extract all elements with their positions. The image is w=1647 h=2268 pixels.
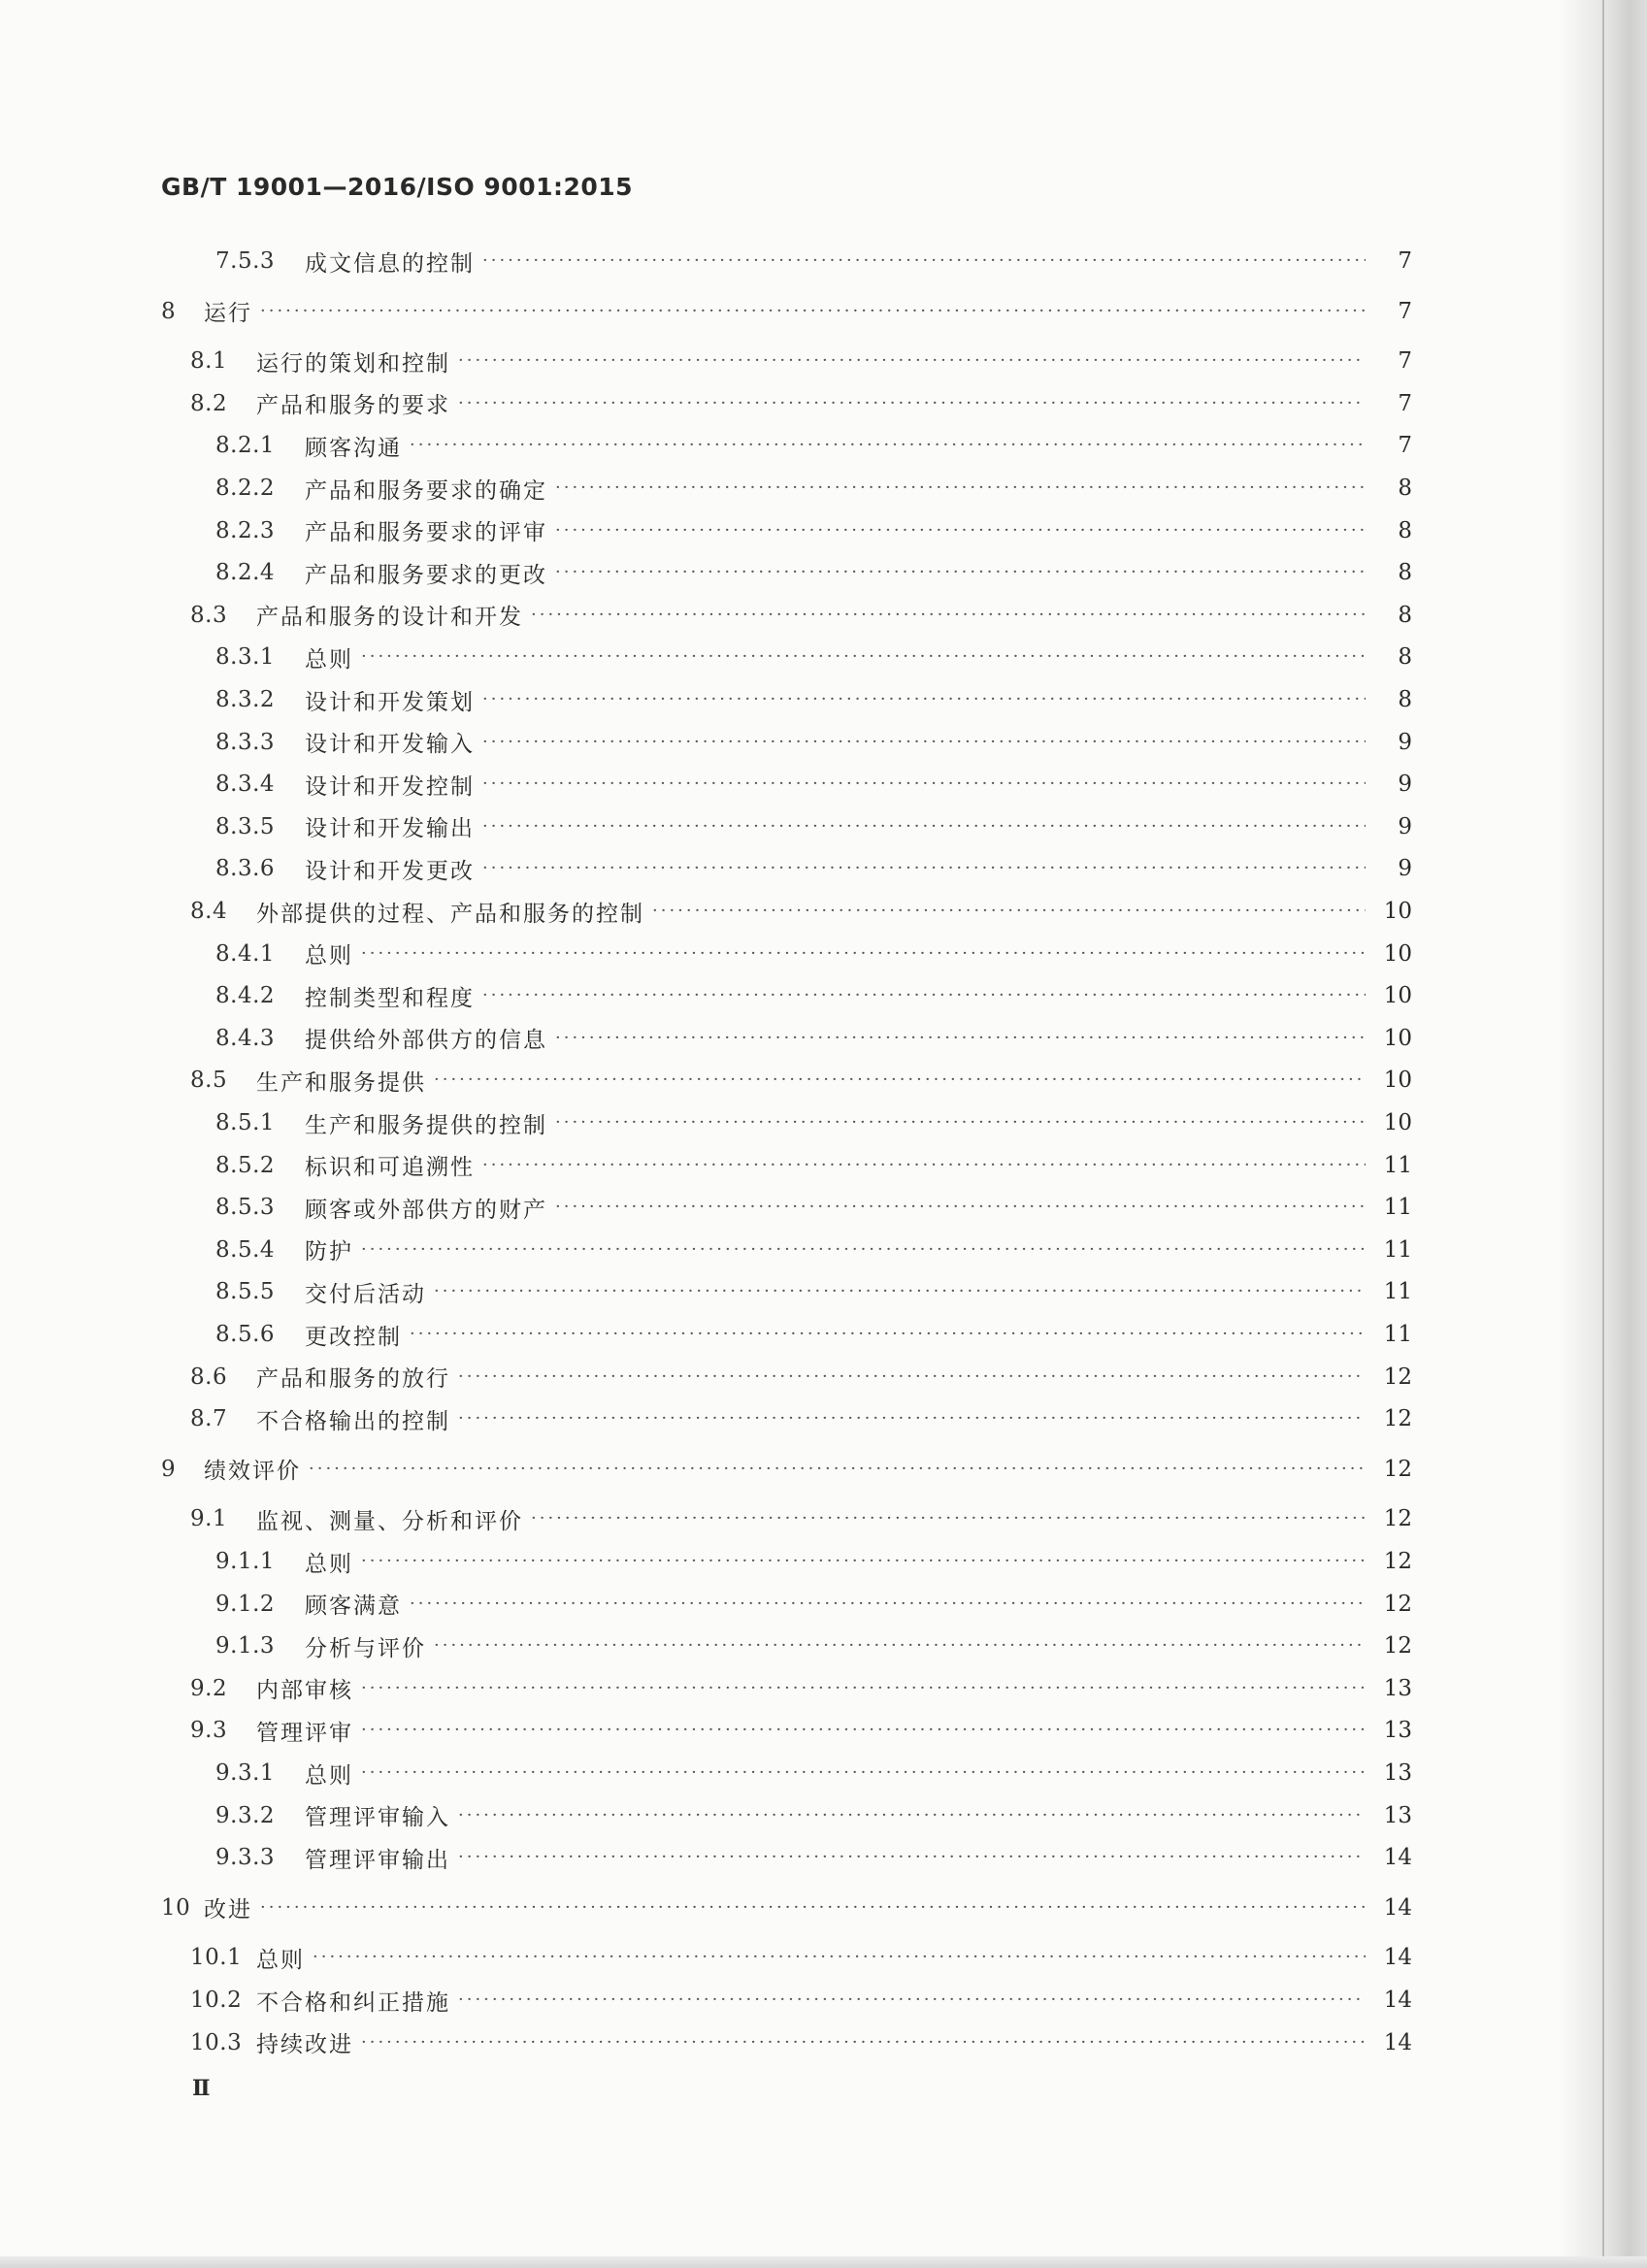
toc-leader-dots <box>482 978 1366 1013</box>
toc-leader-dots <box>434 1628 1366 1663</box>
toc-leader-dots <box>555 1190 1366 1225</box>
toc-entry-page: 11 <box>1383 1195 1412 1221</box>
toc-entry-page: 13 <box>1383 1675 1412 1701</box>
toc-entry-title: 设计和开发输出 <box>305 816 475 842</box>
toc-entry-title: 运行 <box>204 301 252 327</box>
toc-leader-dots <box>410 1587 1366 1622</box>
toc-entry[interactable] <box>161 1890 1412 1925</box>
toc-entry-title: 产品和服务要求的评审 <box>305 520 547 546</box>
toc-leader-dots <box>458 1360 1366 1395</box>
toc-entry-title: 交付后活动 <box>305 1281 426 1307</box>
toc-entry-title: 不合格输出的控制 <box>256 1408 450 1434</box>
toc-entry[interactable] <box>190 1360 1412 1395</box>
toc-entry-number: 8.5.5 <box>215 1279 276 1305</box>
toc-entry[interactable] <box>215 1190 1412 1225</box>
toc-entry-number: 8.3.2 <box>215 687 276 712</box>
toc-entry[interactable] <box>190 1063 1412 1098</box>
toc-entry-title: 管理评审输入 <box>305 1805 450 1831</box>
toc-entry-title: 外部提供的过程、产品和服务的控制 <box>256 901 644 927</box>
toc-entry-title: 产品和服务要求的更改 <box>305 562 547 588</box>
toc-entry-page: 8 <box>1398 517 1412 543</box>
toc-leader-dots <box>361 1713 1366 1748</box>
toc-entry-title: 内部审核 <box>256 1678 353 1704</box>
toc-entry-title: 产品和服务的设计和开发 <box>256 605 523 631</box>
toc-entry-page: 11 <box>1383 1322 1412 1347</box>
toc-entry-number: 9.3.1 <box>215 1760 276 1786</box>
toc-entry-title: 成文信息的控制 <box>305 250 475 277</box>
toc-entry-number: 9.1.3 <box>215 1633 276 1660</box>
toc-entry-number: 8.4 <box>190 899 228 924</box>
toc-entry-number: 7.5.3 <box>215 248 276 274</box>
toc-entry-title: 设计和开发策划 <box>305 689 475 715</box>
toc-leader-dots <box>458 1798 1366 1833</box>
toc-entry-title: 持续改进 <box>256 2032 353 2058</box>
toc-entry-page: 9 <box>1398 813 1412 839</box>
toc-entry-page: 14 <box>1383 2029 1412 2055</box>
toc-entry[interactable] <box>215 1274 1412 1309</box>
toc-entry-page: 7 <box>1398 248 1412 274</box>
toc-entry-title: 不合格和纠正措施 <box>256 1989 450 2016</box>
toc-entry-number: 9.3.2 <box>215 1802 276 1828</box>
toc-entry[interactable] <box>190 1401 1412 1436</box>
toc-entry-title: 总则 <box>305 1551 353 1577</box>
toc-entry-page: 10 <box>1383 1025 1412 1051</box>
toc-leader-dots <box>458 386 1366 421</box>
toc-entry-title: 总则 <box>256 1947 305 1973</box>
toc-entry-title: 改进 <box>204 1897 252 1923</box>
toc-entry[interactable] <box>215 244 1412 279</box>
toc-leader-dots <box>458 1983 1366 2018</box>
toc-entry-title: 监视、测量、分析和评价 <box>256 1508 523 1534</box>
toc-entry[interactable] <box>190 2025 1412 2060</box>
toc-entry-title: 管理评审 <box>256 1720 353 1746</box>
toc-entry-title: 顾客满意 <box>305 1594 402 1620</box>
toc-entry-page: 10 <box>1383 899 1412 924</box>
toc-entry-number: 8.3.5 <box>215 813 276 839</box>
toc-entry[interactable] <box>215 1798 1412 1833</box>
toc-entry-title: 标识和可追溯性 <box>305 1155 475 1181</box>
toc-entry-page: 12 <box>1383 1549 1412 1574</box>
toc-leader-dots <box>410 428 1366 463</box>
toc-leader-dots <box>652 894 1366 929</box>
toc-entry-number: 8.2.4 <box>215 560 276 586</box>
toc-leader-dots <box>260 294 1366 329</box>
page-number-marker: Ⅱ <box>192 2076 211 2101</box>
toc-entry[interactable] <box>215 1840 1412 1875</box>
toc-entry-title: 设计和开发输入 <box>305 732 475 758</box>
toc-entry-page: 12 <box>1383 1591 1412 1617</box>
toc-leader-dots <box>434 1274 1366 1309</box>
toc-leader-dots <box>458 1401 1366 1436</box>
toc-leader-dots <box>482 682 1366 717</box>
toc-entry-number: 8 <box>161 298 177 324</box>
toc-entry[interactable] <box>190 894 1412 929</box>
toc-entry-number: 9.1.1 <box>215 1549 276 1574</box>
toc-entry-page: 8 <box>1398 687 1412 712</box>
toc-leader-dots <box>458 344 1366 378</box>
toc-leader-dots <box>555 1105 1366 1140</box>
toc-leader-dots <box>361 2025 1366 2060</box>
toc-leader-dots <box>361 1756 1366 1791</box>
toc-leader-dots <box>482 244 1366 279</box>
toc-entry-title: 防护 <box>305 1239 353 1265</box>
toc-entry-page: 14 <box>1383 1894 1412 1921</box>
toc-entry-number: 8.2.2 <box>215 476 276 501</box>
toc-entry-title: 分析与评价 <box>305 1635 426 1661</box>
toc-leader-dots <box>482 851 1366 886</box>
toc-entry-number: 9.1 <box>190 1506 228 1532</box>
toc-leader-dots <box>555 471 1366 506</box>
toc-leader-dots <box>410 1317 1366 1352</box>
toc-entry-page: 13 <box>1383 1718 1412 1744</box>
toc-entry-page: 9 <box>1398 856 1412 882</box>
toc-entry[interactable] <box>215 937 1412 971</box>
toc-entry[interactable] <box>190 386 1412 421</box>
toc-entry-number: 8.7 <box>190 1406 228 1432</box>
toc-entry-number: 10.1 <box>190 1945 243 1971</box>
toc-leader-dots <box>458 1840 1366 1875</box>
toc-entry-title: 顾客或外部供方的财产 <box>305 1197 547 1223</box>
toc-leader-dots <box>361 1671 1366 1706</box>
toc-entry-title: 绩效评价 <box>204 1459 301 1485</box>
toc-entry[interactable] <box>215 1233 1412 1267</box>
toc-entry-number: 8.3.1 <box>215 644 276 671</box>
toc-entry[interactable] <box>215 682 1412 717</box>
toc-entry[interactable] <box>190 1501 1412 1536</box>
toc-entry-number: 8.4.3 <box>215 1025 276 1051</box>
toc-entry[interactable] <box>215 1628 1412 1663</box>
toc-entry[interactable] <box>215 471 1412 506</box>
toc-leader-dots <box>361 640 1366 674</box>
toc-entry[interactable] <box>215 809 1412 844</box>
toc-leader-dots <box>482 767 1366 802</box>
toc-entry[interactable] <box>190 1940 1412 1975</box>
toc-leader-dots <box>361 937 1366 971</box>
toc-entry-number: 8.2.3 <box>215 517 276 543</box>
toc-entry-number: 8.3.6 <box>215 856 276 882</box>
toc-entry[interactable] <box>161 294 1412 329</box>
toc-entry[interactable] <box>215 1317 1412 1352</box>
toc-entry-number: 8.5.2 <box>215 1152 276 1178</box>
toc-entry-page: 10 <box>1383 1110 1412 1135</box>
toc-entry-number: 8.5.6 <box>215 1322 276 1347</box>
toc-entry-title: 总则 <box>305 943 353 970</box>
toc-entry-title: 管理评审输出 <box>305 1847 450 1873</box>
toc-entry-title: 生产和服务提供的控制 <box>305 1112 547 1138</box>
toc-entry-number: 10.2 <box>190 1988 243 2013</box>
toc-entry-title: 总则 <box>305 646 353 673</box>
toc-entry[interactable] <box>190 1671 1412 1706</box>
toc-entry-number: 8.3.4 <box>215 772 276 798</box>
toc-entry-title: 提供给外部供方的信息 <box>305 1028 547 1054</box>
toc-entry-number: 9.1.2 <box>215 1591 276 1617</box>
toc-entry-page: 14 <box>1383 1988 1412 2013</box>
toc-entry[interactable] <box>161 1452 1412 1487</box>
toc-leader-dots <box>361 1544 1366 1579</box>
toc-entry-page: 11 <box>1383 1279 1412 1305</box>
document-header: GB/T 19001—2016/ISO 9001:2015 <box>161 173 634 201</box>
toc-leader-dots <box>531 598 1366 633</box>
toc-entry-title: 顾客沟通 <box>305 435 402 461</box>
toc-entry-number: 9 <box>161 1456 177 1482</box>
toc-leader-dots <box>309 1452 1366 1487</box>
toc-entry-number: 9.2 <box>190 1675 228 1701</box>
toc-entry-number: 8.2.1 <box>215 433 276 459</box>
toc-entry-number: 8.6 <box>190 1364 228 1390</box>
toc-entry[interactable] <box>215 1148 1412 1183</box>
toc-entry-number: 8.4.1 <box>215 940 276 967</box>
toc-entry-page: 12 <box>1383 1364 1412 1390</box>
toc-entry-title: 产品和服务的要求 <box>256 393 450 419</box>
toc-entry[interactable] <box>190 1713 1412 1748</box>
toc-entry-page: 11 <box>1383 1152 1412 1178</box>
toc-entry-number: 8.5.1 <box>215 1110 276 1135</box>
toc-entry-page: 7 <box>1398 348 1412 375</box>
toc-entry-title: 产品和服务要求的确定 <box>305 477 547 504</box>
toc-entry[interactable] <box>190 344 1412 378</box>
toc-leader-dots <box>531 1501 1366 1536</box>
toc-leader-dots <box>555 1021 1366 1056</box>
toc-entry-title: 运行的策划和控制 <box>256 350 450 377</box>
toc-entry-number: 10 <box>161 1894 191 1921</box>
toc-entry-page: 7 <box>1398 390 1412 416</box>
toc-entry[interactable] <box>215 1105 1412 1140</box>
toc-entry-number: 10.3 <box>190 2029 243 2055</box>
toc-entry[interactable] <box>215 428 1412 463</box>
toc-entry-title: 设计和开发更改 <box>305 858 475 884</box>
toc-entry-number: 8.1 <box>190 348 228 375</box>
toc-entry[interactable] <box>215 1544 1412 1579</box>
toc-entry-page: 12 <box>1383 1406 1412 1432</box>
toc-leader-dots <box>313 1940 1366 1975</box>
toc-entry-number: 8.3 <box>190 602 228 628</box>
toc-entry-page: 8 <box>1398 476 1412 501</box>
toc-entry-page: 13 <box>1383 1760 1412 1786</box>
toc-entry-number: 8.5 <box>190 1068 228 1094</box>
toc-entry[interactable] <box>215 1021 1412 1056</box>
toc-entry-title: 产品和服务的放行 <box>256 1366 450 1393</box>
toc-leader-dots <box>434 1063 1366 1098</box>
toc-entry-page: 10 <box>1383 940 1412 967</box>
toc-entry-title: 生产和服务提供 <box>256 1069 426 1096</box>
toc-entry[interactable] <box>215 1587 1412 1622</box>
toc-entry[interactable] <box>190 1983 1412 2018</box>
toc-entry-title: 更改控制 <box>305 1324 402 1350</box>
toc-entry-number: 9.3.3 <box>215 1845 276 1871</box>
toc-leader-dots <box>555 555 1366 590</box>
toc-entry-title: 总则 <box>305 1762 353 1789</box>
toc-leader-dots <box>361 1233 1366 1267</box>
toc-entry-page: 8 <box>1398 644 1412 671</box>
toc-entry-page: 12 <box>1383 1506 1412 1532</box>
toc-entry[interactable] <box>215 978 1412 1013</box>
toc-entry-number: 8.2 <box>190 390 228 416</box>
toc-entry-number: 8.5.4 <box>215 1236 276 1263</box>
toc-entry-number: 8.5.3 <box>215 1195 276 1221</box>
toc-entry-number: 8.4.2 <box>215 983 276 1009</box>
toc-entry-title: 控制类型和程度 <box>305 985 475 1011</box>
toc-entry-page: 10 <box>1383 983 1412 1009</box>
toc-entry[interactable] <box>215 1756 1412 1791</box>
page-bottom-edge <box>0 2256 1647 2268</box>
toc-leader-dots <box>482 809 1366 844</box>
toc-entry[interactable] <box>215 555 1412 590</box>
toc-entry-page: 11 <box>1383 1236 1412 1263</box>
toc-entry[interactable] <box>215 851 1412 886</box>
toc-entry[interactable] <box>190 598 1412 633</box>
toc-entry[interactable] <box>215 725 1412 760</box>
toc-entry-page: 14 <box>1383 1945 1412 1971</box>
toc-entry-title: 设计和开发控制 <box>305 773 475 800</box>
toc-leader-dots <box>482 725 1366 760</box>
toc-entry-page: 8 <box>1398 560 1412 586</box>
toc-entry-page: 12 <box>1383 1633 1412 1660</box>
toc-entry[interactable] <box>215 767 1412 802</box>
toc-entry-page: 9 <box>1398 772 1412 798</box>
toc-entry-page: 14 <box>1383 1845 1412 1871</box>
toc-entry-page: 7 <box>1398 433 1412 459</box>
toc-entry-page: 9 <box>1398 729 1412 755</box>
toc-entry[interactable] <box>215 513 1412 548</box>
toc-entry[interactable] <box>215 640 1412 674</box>
toc-entry-number: 8.3.3 <box>215 729 276 755</box>
toc-leader-dots <box>555 513 1366 548</box>
toc-leader-dots <box>482 1148 1366 1183</box>
page-fold-shadow <box>1560 0 1647 2268</box>
toc-entry-page: 8 <box>1398 602 1412 628</box>
toc-entry-page: 13 <box>1383 1802 1412 1828</box>
toc-entry-number: 9.3 <box>190 1718 228 1744</box>
toc-entry-page: 10 <box>1383 1068 1412 1094</box>
toc-entry-page: 7 <box>1398 298 1412 324</box>
toc-leader-dots <box>260 1890 1366 1925</box>
toc-entry-page: 12 <box>1383 1456 1412 1482</box>
